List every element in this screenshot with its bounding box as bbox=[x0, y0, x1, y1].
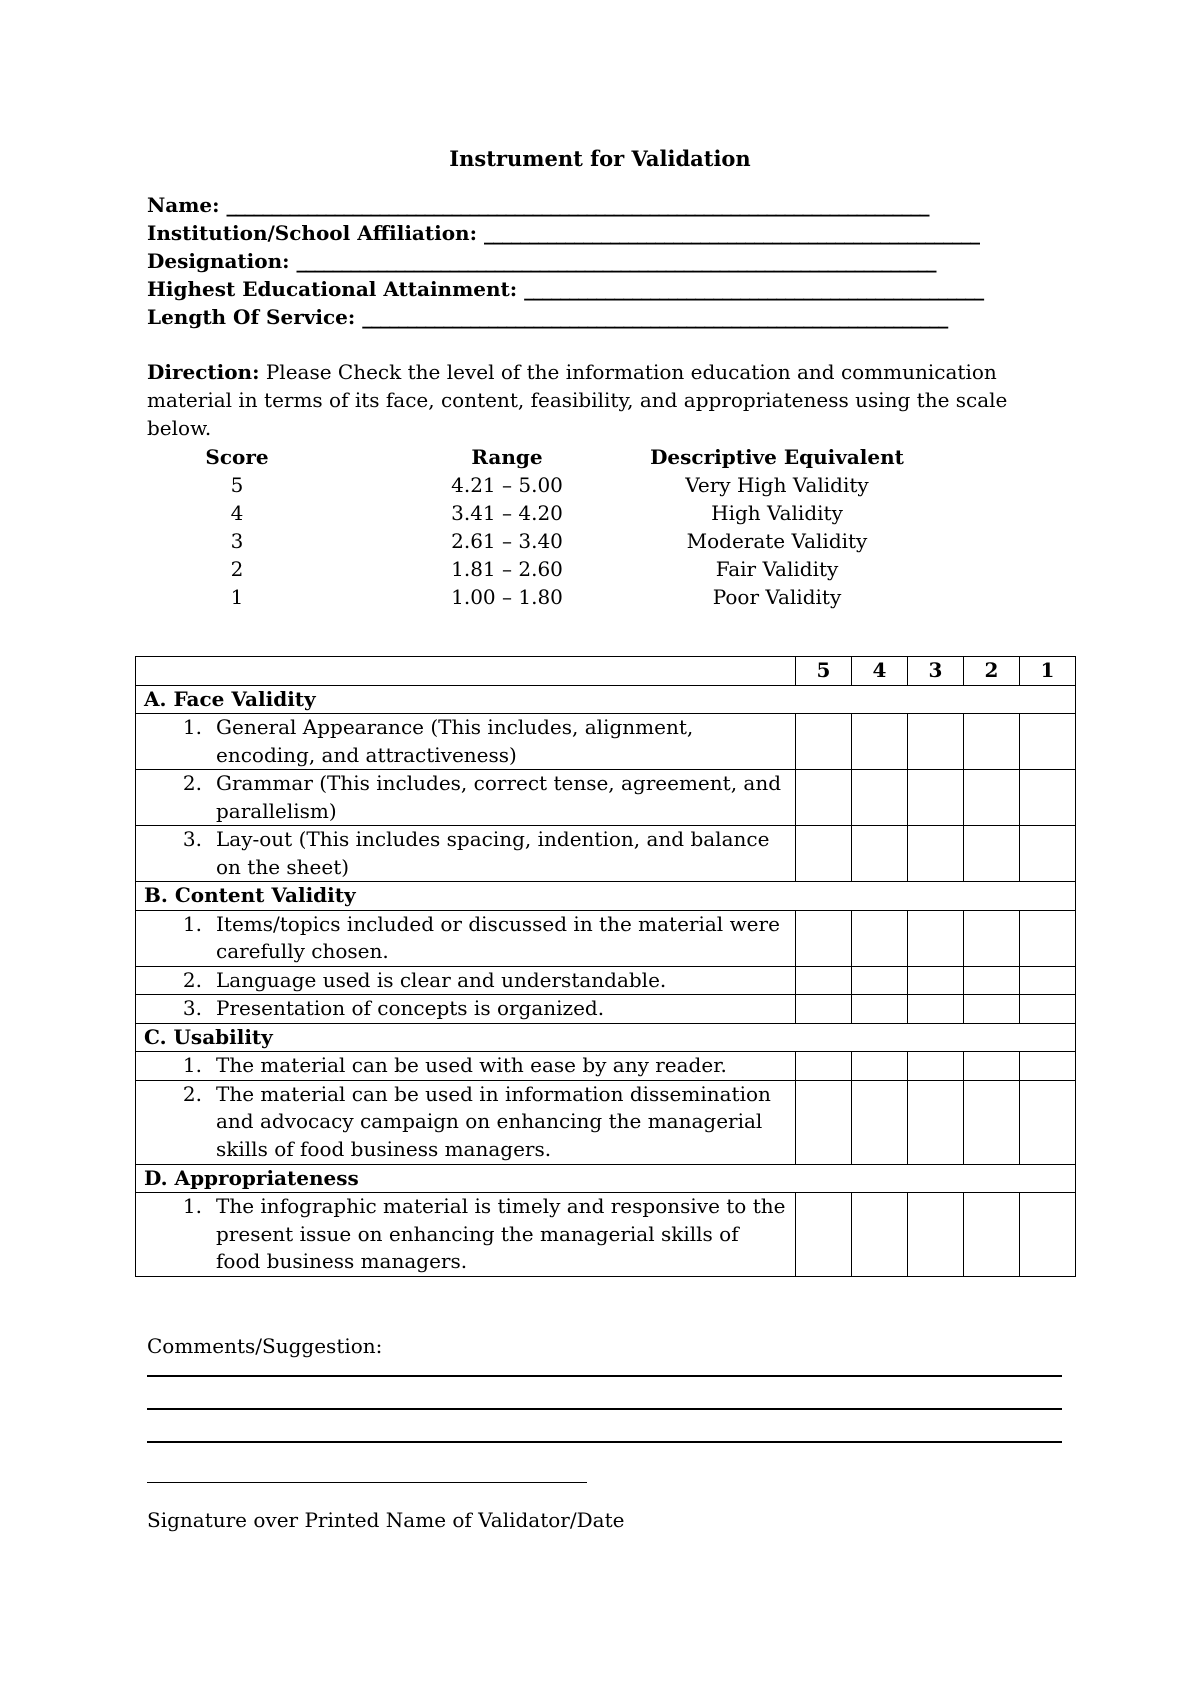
rating-cell-3[interactable] bbox=[908, 910, 964, 966]
criterion-cell bbox=[136, 770, 796, 826]
signature-line[interactable] bbox=[147, 1482, 587, 1483]
rating-cell-2[interactable] bbox=[964, 714, 1020, 770]
criterion-cell bbox=[136, 714, 796, 770]
item-number: 2. bbox=[182, 1081, 202, 1106]
item-text: Language used is clear and understandable. bbox=[216, 967, 667, 992]
criterion-cell bbox=[136, 995, 796, 1024]
rating-cell-5[interactable] bbox=[796, 714, 852, 770]
item-text: Presentation of concepts is organized. bbox=[216, 996, 605, 1020]
rating-cell-4[interactable] bbox=[852, 714, 908, 770]
comment-line[interactable] bbox=[147, 1441, 1062, 1443]
column-header-1: 1 bbox=[1020, 657, 1076, 686]
rating-cell-3[interactable] bbox=[908, 826, 964, 882]
table-row bbox=[136, 770, 1076, 826]
rating-cell-3[interactable] bbox=[908, 714, 964, 770]
scale-range: 4.21 – 5.00 bbox=[451, 473, 563, 497]
rating-cell-4[interactable] bbox=[852, 1052, 908, 1081]
field-blank: ______________________________________________________________________________ bbox=[226, 193, 929, 217]
item-number: 2. bbox=[182, 967, 202, 992]
rating-cell-5[interactable] bbox=[796, 826, 852, 882]
item-text: The infographic material is timely and responsive to the present issue on enhancing the managerial skills of food business managers. bbox=[216, 1194, 786, 1273]
institution-field[interactable] bbox=[147, 219, 1047, 247]
field-blank: _______________________________________________________ bbox=[483, 221, 979, 245]
column-header-4: 4 bbox=[852, 657, 908, 686]
rating-cell-2[interactable] bbox=[964, 1052, 1020, 1081]
scale-row bbox=[147, 527, 947, 555]
rating-cell-5[interactable] bbox=[796, 1080, 852, 1164]
scale-score: 5 bbox=[230, 473, 244, 497]
scale-descriptive: Very High Validity bbox=[685, 473, 869, 497]
range-header: Range bbox=[471, 445, 543, 469]
field-blank: _______________________________________________________________________ bbox=[296, 249, 936, 273]
table-row bbox=[136, 966, 1076, 995]
section-title: D. Appropriateness bbox=[136, 1164, 1076, 1193]
rating-cell-1[interactable] bbox=[1020, 714, 1076, 770]
item-number: 3. bbox=[182, 827, 202, 851]
criteria-header-cell bbox=[136, 657, 796, 686]
rating-cell-4[interactable] bbox=[852, 910, 908, 966]
item-number: 1. bbox=[182, 911, 202, 936]
rating-cell-3[interactable] bbox=[908, 770, 964, 826]
rating-cell-5[interactable] bbox=[796, 1052, 852, 1081]
comment-line[interactable] bbox=[147, 1375, 1062, 1377]
table-row bbox=[136, 826, 1076, 882]
rating-cell-5[interactable] bbox=[796, 910, 852, 966]
scale-score: 1 bbox=[230, 585, 244, 609]
rating-cell-2[interactable] bbox=[964, 770, 1020, 826]
field-label: Designation: bbox=[147, 249, 297, 273]
item-number: 2. bbox=[182, 771, 202, 795]
rating-cell-1[interactable] bbox=[1020, 770, 1076, 826]
rating-cell-1[interactable] bbox=[1020, 1052, 1076, 1081]
field-blank: ___________________________________________________ bbox=[524, 277, 984, 301]
column-header-2: 2 bbox=[964, 657, 1020, 686]
scale-row bbox=[147, 499, 947, 527]
name-field[interactable] bbox=[147, 191, 1047, 219]
rating-cell-2[interactable] bbox=[964, 910, 1020, 966]
designation-field[interactable] bbox=[147, 247, 1047, 275]
rating-cell-5[interactable] bbox=[796, 1193, 852, 1277]
signature-label: Signature over Printed Name of Validator/Date bbox=[147, 1508, 625, 1532]
field-blank: _________________________________________________________________ bbox=[362, 305, 948, 329]
scale-row bbox=[147, 555, 947, 583]
rating-cell-1[interactable] bbox=[1020, 826, 1076, 882]
item-text: General Appearance (This includes, alignment, encoding, and attractiveness) bbox=[216, 715, 694, 767]
criterion-cell bbox=[136, 910, 796, 966]
rating-cell-2[interactable] bbox=[964, 1193, 1020, 1277]
item-text: The material can be used with ease by any reader. bbox=[216, 1053, 727, 1077]
section-title: B. Content Validity bbox=[136, 882, 1076, 911]
field-label: Institution/School Affiliation: bbox=[147, 221, 484, 245]
rating-cell-2[interactable] bbox=[964, 826, 1020, 882]
criterion-cell bbox=[136, 966, 796, 995]
item-number: 1. bbox=[182, 715, 202, 739]
rating-cell-4[interactable] bbox=[852, 1193, 908, 1277]
criterion-cell bbox=[136, 1193, 796, 1277]
criterion-cell bbox=[136, 826, 796, 882]
table-row bbox=[136, 1193, 1076, 1277]
scale-range: 1.81 – 2.60 bbox=[451, 557, 563, 581]
item-number: 1. bbox=[182, 1194, 202, 1218]
table-header-row bbox=[136, 657, 1076, 686]
rating-cell-5[interactable] bbox=[796, 966, 852, 995]
scale-descriptive: Poor Validity bbox=[712, 585, 842, 609]
rating-cell-4[interactable] bbox=[852, 826, 908, 882]
rating-cell-3[interactable] bbox=[908, 995, 964, 1024]
section-row bbox=[136, 1164, 1076, 1193]
section-title: A. Face Validity bbox=[136, 685, 1076, 714]
item-text: Lay-out (This includes spacing, indention, and balance on the sheet) bbox=[216, 827, 770, 879]
rating-cell-3[interactable] bbox=[908, 1052, 964, 1081]
service-length-field[interactable] bbox=[147, 303, 1047, 331]
field-label: Highest Educational Attainment: bbox=[147, 277, 525, 301]
section-row bbox=[136, 1023, 1076, 1052]
criterion-cell bbox=[136, 1080, 796, 1164]
table-row bbox=[136, 910, 1076, 966]
rating-cell-1[interactable] bbox=[1020, 966, 1076, 995]
section-title: C. Usability bbox=[136, 1023, 1076, 1052]
item-number: 3. bbox=[182, 996, 202, 1020]
scale-descriptive: Moderate Validity bbox=[686, 529, 868, 553]
rating-cell-2[interactable] bbox=[964, 1080, 1020, 1164]
table-row bbox=[136, 714, 1076, 770]
scale-range: 1.00 – 1.80 bbox=[451, 585, 563, 609]
rating-cell-4[interactable] bbox=[852, 1080, 908, 1164]
rating-cell-1[interactable] bbox=[1020, 910, 1076, 966]
descriptive-header: Descriptive Equivalent bbox=[650, 445, 904, 469]
column-header-3: 3 bbox=[908, 657, 964, 686]
document-title: Instrument for Validation bbox=[449, 146, 751, 171]
scale-descriptive: High Validity bbox=[711, 501, 843, 525]
item-text: Items/topics included or discussed in the material were carefully chosen. bbox=[216, 911, 780, 963]
criterion-cell bbox=[136, 1052, 796, 1081]
scale-row bbox=[147, 471, 947, 499]
scale-range: 2.61 – 3.40 bbox=[451, 529, 563, 553]
item-text: The material can be used in information dissemination and advocacy campaign on enhancing the managerial skills of food business managers. bbox=[216, 1081, 771, 1161]
rating-cell-1[interactable] bbox=[1020, 1193, 1076, 1277]
rating-cell-4[interactable] bbox=[852, 995, 908, 1024]
rating-cell-4[interactable] bbox=[852, 966, 908, 995]
rating-cell-3[interactable] bbox=[908, 966, 964, 995]
table-row bbox=[136, 1080, 1076, 1164]
table-row bbox=[136, 1052, 1076, 1081]
table-row bbox=[136, 995, 1076, 1024]
rating-cell-1[interactable] bbox=[1020, 1080, 1076, 1164]
scale-score: 4 bbox=[230, 501, 244, 525]
field-label: Length Of Service: bbox=[147, 305, 363, 329]
scale-row bbox=[147, 583, 947, 611]
respondent-fields bbox=[147, 191, 1047, 331]
field-label: Name: bbox=[147, 193, 227, 217]
direction-label: Direction: bbox=[147, 360, 260, 384]
direction-paragraph bbox=[147, 358, 1057, 442]
scale-score: 2 bbox=[230, 557, 244, 581]
comment-line[interactable] bbox=[147, 1408, 1062, 1410]
rating-scale bbox=[147, 443, 947, 611]
scale-score: 3 bbox=[230, 529, 244, 553]
rating-cell-3[interactable] bbox=[908, 1080, 964, 1164]
scale-descriptive: Fair Validity bbox=[715, 557, 839, 581]
comments-label: Comments/Suggestion: bbox=[147, 1334, 383, 1358]
direction-text: Please Check the level of the information education and communication material in terms of its face, content, feasibility, and appropriateness using the scale below. bbox=[147, 360, 1008, 440]
section-row bbox=[136, 685, 1076, 714]
validation-table bbox=[135, 656, 1076, 1277]
scale-range: 3.41 – 4.20 bbox=[451, 501, 563, 525]
rating-cell-1[interactable] bbox=[1020, 995, 1076, 1024]
rating-cell-3[interactable] bbox=[908, 1193, 964, 1277]
scale-header bbox=[147, 443, 947, 471]
rating-cell-2[interactable] bbox=[964, 966, 1020, 995]
column-header-5: 5 bbox=[796, 657, 852, 686]
rating-cell-4[interactable] bbox=[852, 770, 908, 826]
item-number: 1. bbox=[182, 1053, 202, 1077]
rating-cell-2[interactable] bbox=[964, 995, 1020, 1024]
attainment-field[interactable] bbox=[147, 275, 1047, 303]
section-row bbox=[136, 882, 1076, 911]
item-text: Grammar (This includes, correct tense, agreement, and parallelism) bbox=[216, 771, 782, 823]
score-header: Score bbox=[205, 445, 269, 469]
rating-cell-5[interactable] bbox=[796, 995, 852, 1024]
rating-cell-5[interactable] bbox=[796, 770, 852, 826]
